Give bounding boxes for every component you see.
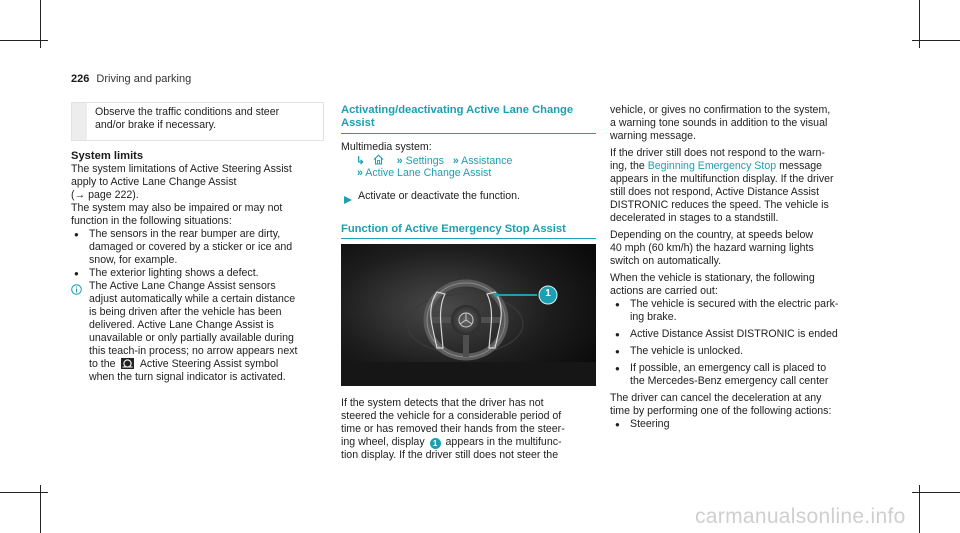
text-line: still does not respond, Active Distance Assist [610, 186, 820, 198]
text-line: a warning tone sounds in addition to the visual [610, 117, 828, 129]
section-rule [341, 133, 596, 134]
footer-watermark: carmanualsonline.info [695, 505, 906, 528]
crop-mark [0, 40, 48, 41]
text-line: time by performing one of the following actions: [610, 405, 832, 417]
crop-mark [0, 492, 48, 493]
section-title: Function of Active Emergency Stop Assist [341, 223, 566, 235]
display-callout-icon: 1 [430, 438, 441, 449]
section-name: Driving and parking [96, 73, 192, 85]
text-line: decelerated in stages to a standstill. [610, 212, 779, 224]
display-message: Beginning Emergency Stop [647, 160, 777, 172]
info-line: unavailable or only partially available during [89, 332, 294, 344]
text-fragment: ing, the [610, 160, 645, 172]
steering-assist-icon [121, 358, 134, 369]
note-line: and/or brake if necessary. [95, 119, 217, 131]
text-line: apply to Active Lane Change Assist [71, 176, 237, 188]
text-line: warning message. [610, 130, 696, 142]
text-line: If the driver still does not respond to the warn- [610, 147, 825, 159]
callout-number: 1 [545, 288, 551, 299]
text-line: The system limitations of Active Steering Assist [71, 163, 292, 175]
path-arrow-icon: ↳ [356, 155, 365, 167]
system-limits-heading: System limits [71, 150, 144, 162]
path-active-lane[interactable]: Active Lane Change Assist [365, 167, 492, 179]
section-rule [341, 238, 596, 239]
text-line: Depending on the country, at speeds below [610, 229, 813, 241]
crop-mark [912, 40, 960, 41]
bullet-line: The vehicle is unlocked. [630, 345, 744, 357]
text-line: 40 mph (60 km/h) the hazard warning lights [610, 242, 814, 254]
text-line: DISTRONIC reduces the speed. The vehicle is [610, 199, 829, 211]
path-chevron-icon: » [396, 155, 403, 167]
path-chevron-icon: » [452, 155, 459, 167]
text-fragment: ing wheel, display [341, 436, 425, 448]
text-fragment: message [779, 160, 823, 172]
info-line: is being driven after the vehicle has been [89, 306, 282, 318]
bullet-line: The exterior lighting shows a defect. [89, 267, 259, 279]
bullet-marker: ● [74, 269, 79, 278]
text-line [341, 436, 562, 449]
text-line: vehicle, or gives no confirmation to the system, [610, 104, 831, 116]
bullet-line: Active Distance Assist DISTRONIC is ended [630, 328, 838, 340]
text-line: switch on automatically. [610, 255, 722, 267]
info-line: delivered. Active Lane Change Assist is [89, 319, 274, 331]
home-icon[interactable] [373, 154, 384, 165]
section-title: Assist [341, 117, 375, 129]
text-line: actions are carried out: [610, 285, 718, 297]
bullet-marker: ● [615, 330, 620, 339]
info-line: when the turn signal indicator is activated. [89, 371, 286, 383]
info-text: to the [89, 358, 116, 370]
multimedia-label: Multimedia system: [341, 141, 432, 153]
bullet-line: snow, for example. [89, 254, 178, 266]
text-line: function in the following situations: [71, 215, 232, 227]
page-number: 226 [71, 73, 90, 85]
step-text: Activate or deactivate the function. [358, 190, 520, 202]
text-line: steered the vehicle for a considerable period of [341, 410, 562, 422]
steering-wheel-illustration [341, 244, 596, 386]
bullet-line: the Mercedes-Benz emergency call center [630, 375, 829, 387]
bullet-line: If possible, an emergency call is placed to [630, 362, 827, 374]
bullet-line: ing brake. [630, 311, 677, 323]
note-bar [72, 103, 87, 140]
text-line: When the vehicle is stationary, the following [610, 272, 815, 284]
info-line: adjust automatically while a certain distance [89, 293, 296, 305]
text-line: time or has removed their hands from the steer- [341, 423, 565, 435]
path-assistance[interactable]: Assistance [461, 155, 513, 167]
text-line: The system may also be impaired or may not [71, 202, 283, 214]
menu-path [356, 154, 512, 168]
text-fragment: appears in the multifunc- [445, 436, 562, 448]
text-line: appears in the multifunction display. If the driver [610, 173, 834, 185]
info-line: this teach-in process; no arrow appears next [89, 345, 298, 357]
step-arrow-icon [343, 192, 353, 210]
path-chevron-icon: » [357, 167, 363, 179]
text-line: tion display. If the driver still does not steer the [341, 449, 559, 461]
text-line: If the system detects that the driver has not [341, 397, 544, 409]
bullet-marker: ● [615, 420, 620, 429]
section-title: Activating/deactivating Active Lane Change [341, 104, 574, 116]
text-line: The driver can cancel the deceleration at any [610, 392, 822, 404]
bullet-marker: ● [74, 230, 79, 239]
path-settings[interactable]: Settings [405, 155, 444, 167]
info-icon [71, 282, 82, 293]
note-line: Observe the traffic conditions and steer [95, 106, 280, 118]
page-header [71, 73, 191, 85]
crop-mark [912, 492, 960, 493]
bullet-marker: ● [615, 364, 620, 373]
text-line [610, 160, 822, 173]
bullet-line: The sensors in the rear bumper are dirty, [89, 228, 281, 240]
info-text: Active Steering Assist symbol [139, 358, 279, 370]
page-reference[interactable]: (→ page 222). [71, 189, 139, 201]
bullet-line: The vehicle is secured with the electric park- [630, 298, 839, 310]
bullet-marker: ● [615, 347, 620, 356]
bullet-line: damaged or covered by a sticker or ice and [89, 241, 293, 253]
info-line [89, 358, 278, 371]
bullet-marker: ● [615, 300, 620, 309]
info-line: The Active Lane Change Assist sensors [89, 280, 276, 292]
bullet-line: Steering [630, 418, 670, 430]
menu-path [357, 167, 491, 180]
